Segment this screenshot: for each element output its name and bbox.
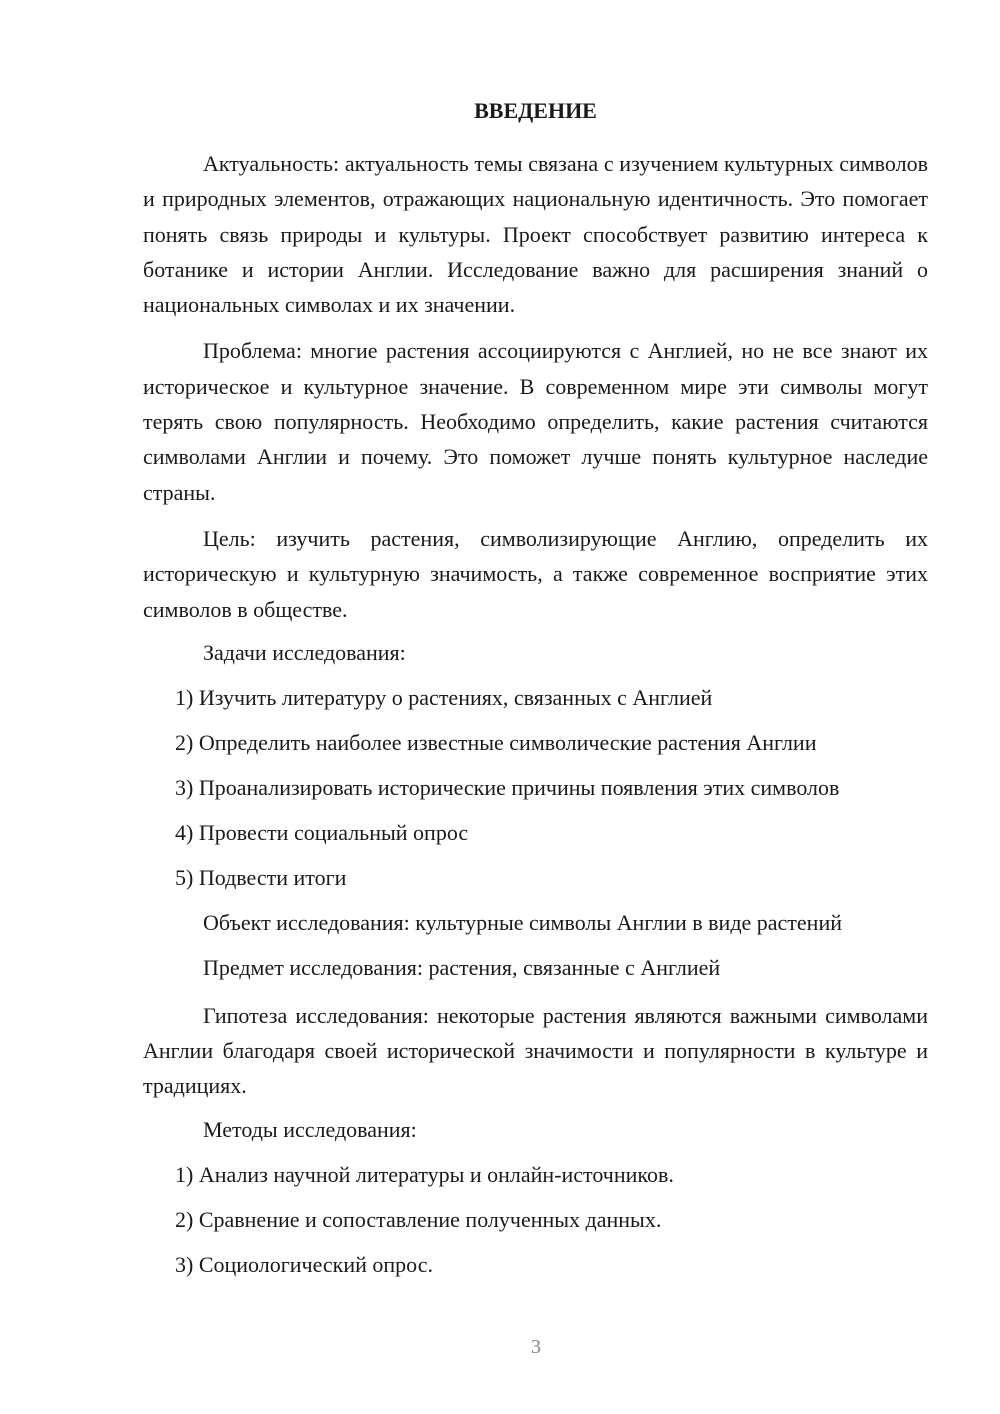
object-line: Объект исследования: культурные символы Англии в виде растений bbox=[203, 909, 842, 935]
problem-paragraph: Проблема: многие растения ассоциируются с Англией, но не все знают их историческое и культурное значение. В современном мире эти символы могут терять свою популярность. Необходимо определить, какие растения считаются символами Англии и почему. Это поможет лучше понять культурное наследие страны. bbox=[143, 338, 928, 505]
goal-paragraph: Цель: изучить растения, символизирующие Англию, определить их историческую и культурную значимость, а также современное восприятие этих символов в обществе. bbox=[143, 525, 928, 622]
list-item: 5) Подвести итоги bbox=[175, 864, 347, 890]
methods-heading: Методы исследования: bbox=[203, 1116, 417, 1142]
tasks-heading: Задачи исследования: bbox=[203, 639, 406, 665]
document-page bbox=[143, 96, 928, 1295]
relevance-paragraph: Актуальность: актуальность темы связана с изучением культурных символов и природных элементов, отражающих национальную идентичность. Это помогает понять связь природы и культуры. Проект способствует развитию интереса к ботанике и истории Англии. Исследование важно для расширения знаний о национальных символах и их значении. bbox=[143, 151, 928, 318]
tasks-list bbox=[143, 683, 928, 893]
methods-list bbox=[143, 1160, 928, 1280]
list-item: 1) Анализ научной литературы и онлайн-источников. bbox=[175, 1161, 674, 1187]
hypothesis-paragraph: Гипотеза исследования: некоторые растения являются важными символами Англии благодаря своей исторической значимости и популярности в культуре и традициях. bbox=[143, 1002, 928, 1099]
page-number: 3 bbox=[531, 1336, 541, 1358]
list-item: 2) Определить наиболее известные символические растения Англии bbox=[175, 729, 817, 755]
subject-line: Предмет исследования: растения, связанные с Англией bbox=[203, 954, 721, 980]
page-title: ВВЕДЕНИЕ bbox=[474, 98, 597, 123]
list-item: 2) Сравнение и сопоставление полученных данных. bbox=[175, 1206, 662, 1232]
list-item: 1) Изучить литературу о растениях, связанных с Англией bbox=[175, 684, 713, 710]
list-item: 3) Проанализировать исторические причины появления этих символов bbox=[175, 774, 840, 800]
list-item: 4) Провести социальный опрос bbox=[175, 819, 469, 845]
list-item: 3) Социологический опрос. bbox=[175, 1251, 433, 1277]
